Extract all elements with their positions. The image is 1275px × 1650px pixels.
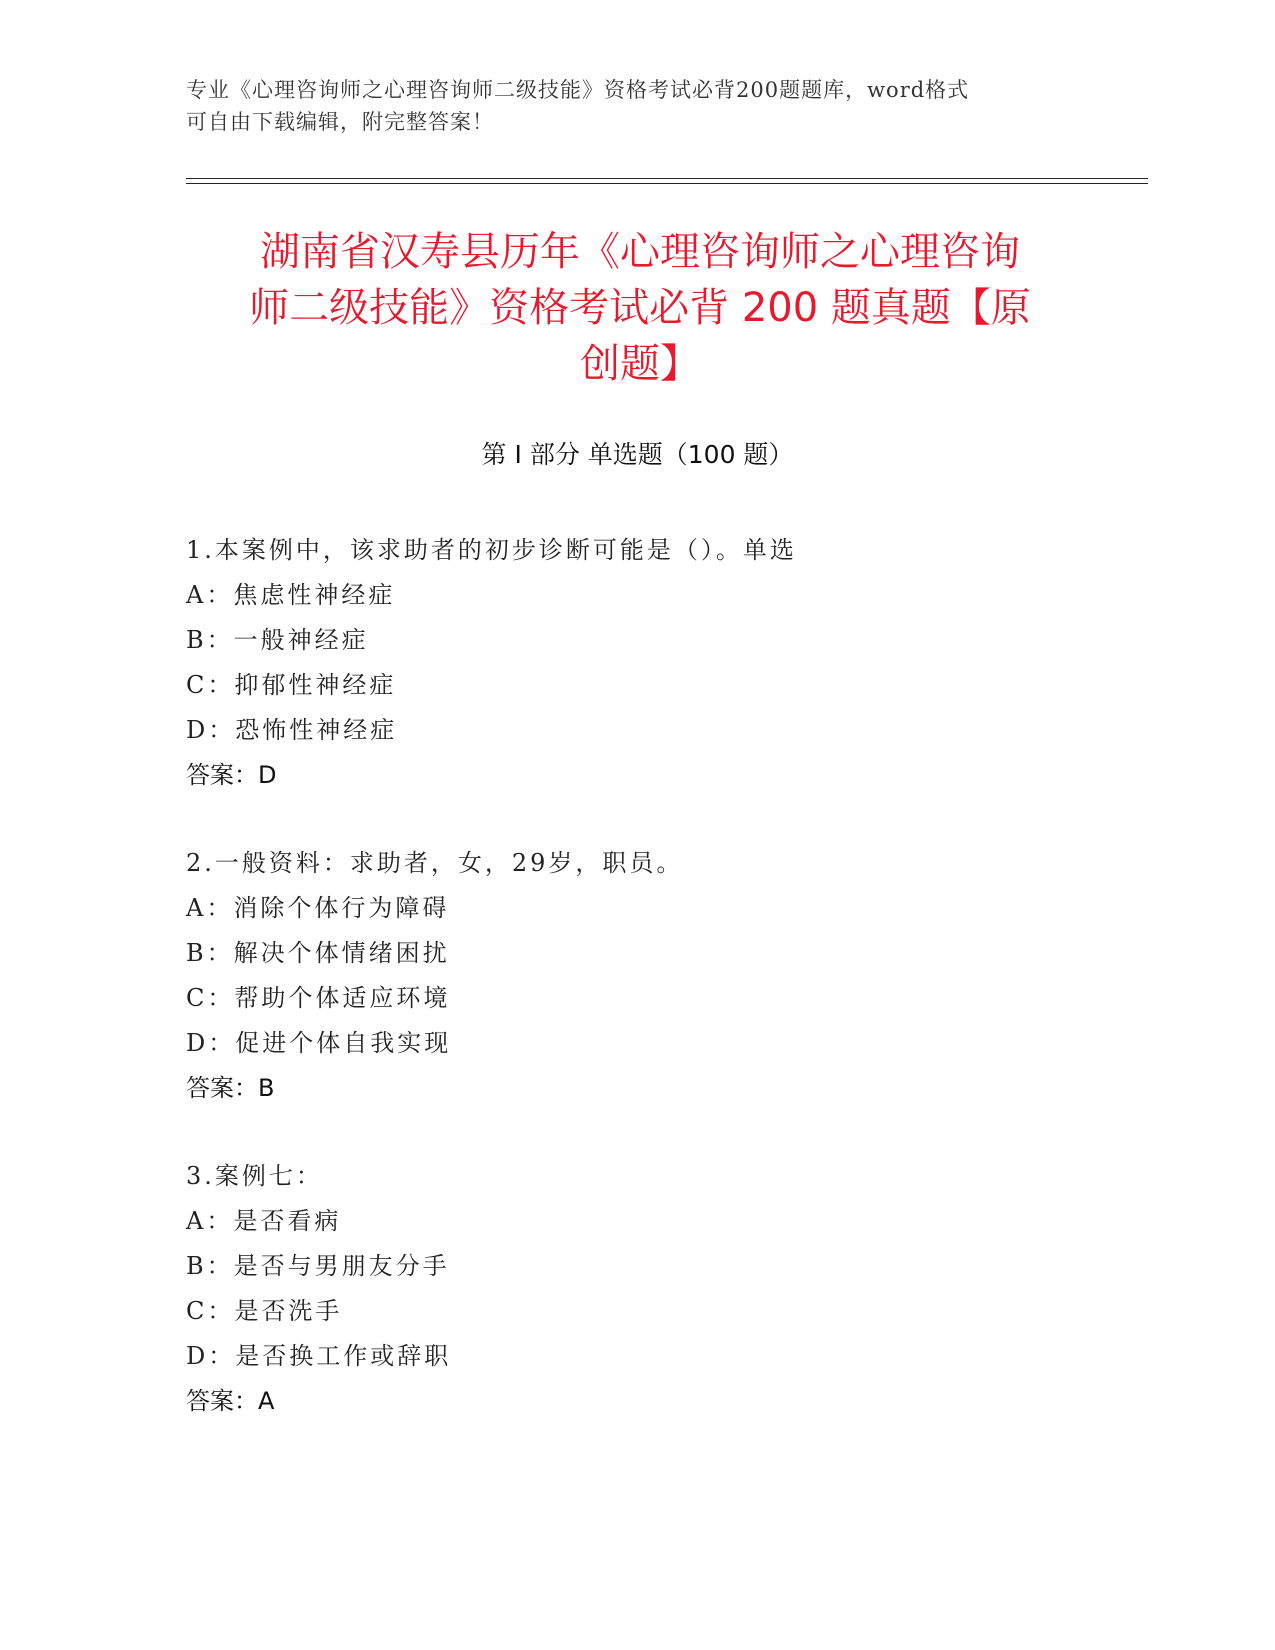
option-d: D：恐怖性神经症 — [186, 716, 398, 744]
option-c: C：抑郁性神经症 — [186, 671, 397, 699]
option-a: A：消除个体行为障碍 — [186, 894, 450, 922]
option-b: B：是否与男朋友分手 — [186, 1252, 450, 1280]
answer-label: 答案：D — [186, 761, 277, 789]
option-d: D：促进个体自我实现 — [186, 1029, 452, 1057]
option-a: A：是否看病 — [186, 1207, 342, 1235]
option-a: A：焦虑性神经症 — [186, 581, 396, 609]
question-list — [186, 528, 1086, 1467]
header-divider-top — [186, 178, 1148, 179]
document-title — [195, 224, 1085, 392]
answer-label: 答案：B — [186, 1074, 275, 1102]
question-item — [186, 841, 1086, 1111]
question-item — [186, 1154, 1086, 1424]
header-divider-bottom — [186, 183, 1148, 184]
question-stem: 2.一般资料：求助者，女，29岁，职员。 — [186, 849, 684, 877]
option-b: B：解决个体情绪困扰 — [186, 939, 450, 967]
title-line: 湖南省汉寿县历年《心理咨询师之心理咨询 — [260, 229, 1020, 275]
question-stem: 1.本案例中，该求助者的初步诊断可能是（）。单选 — [186, 536, 797, 564]
header-note-line: 可自由下载编辑，附完整答案！ — [186, 110, 494, 134]
option-c: C：帮助个体适应环境 — [186, 984, 451, 1012]
option-c: C：是否洗手 — [186, 1297, 343, 1325]
option-b: B：一般神经症 — [186, 626, 369, 654]
header-note-line: 专业《心理咨询师之心理咨询师二级技能》资格考试必背200题题库，word格式 — [186, 78, 970, 102]
document-header-note — [186, 74, 1086, 138]
question-item — [186, 528, 1086, 798]
option-d: D：是否换工作或辞职 — [186, 1342, 452, 1370]
title-line: 创题】 — [580, 341, 700, 387]
title-line: 师二级技能》资格考试必背 200 题真题【原 — [249, 285, 1031, 331]
section-heading: 第 I 部分 单选题（100 题） — [481, 440, 794, 469]
question-stem: 3.案例七： — [186, 1162, 323, 1190]
answer-label: 答案：A — [186, 1387, 275, 1415]
